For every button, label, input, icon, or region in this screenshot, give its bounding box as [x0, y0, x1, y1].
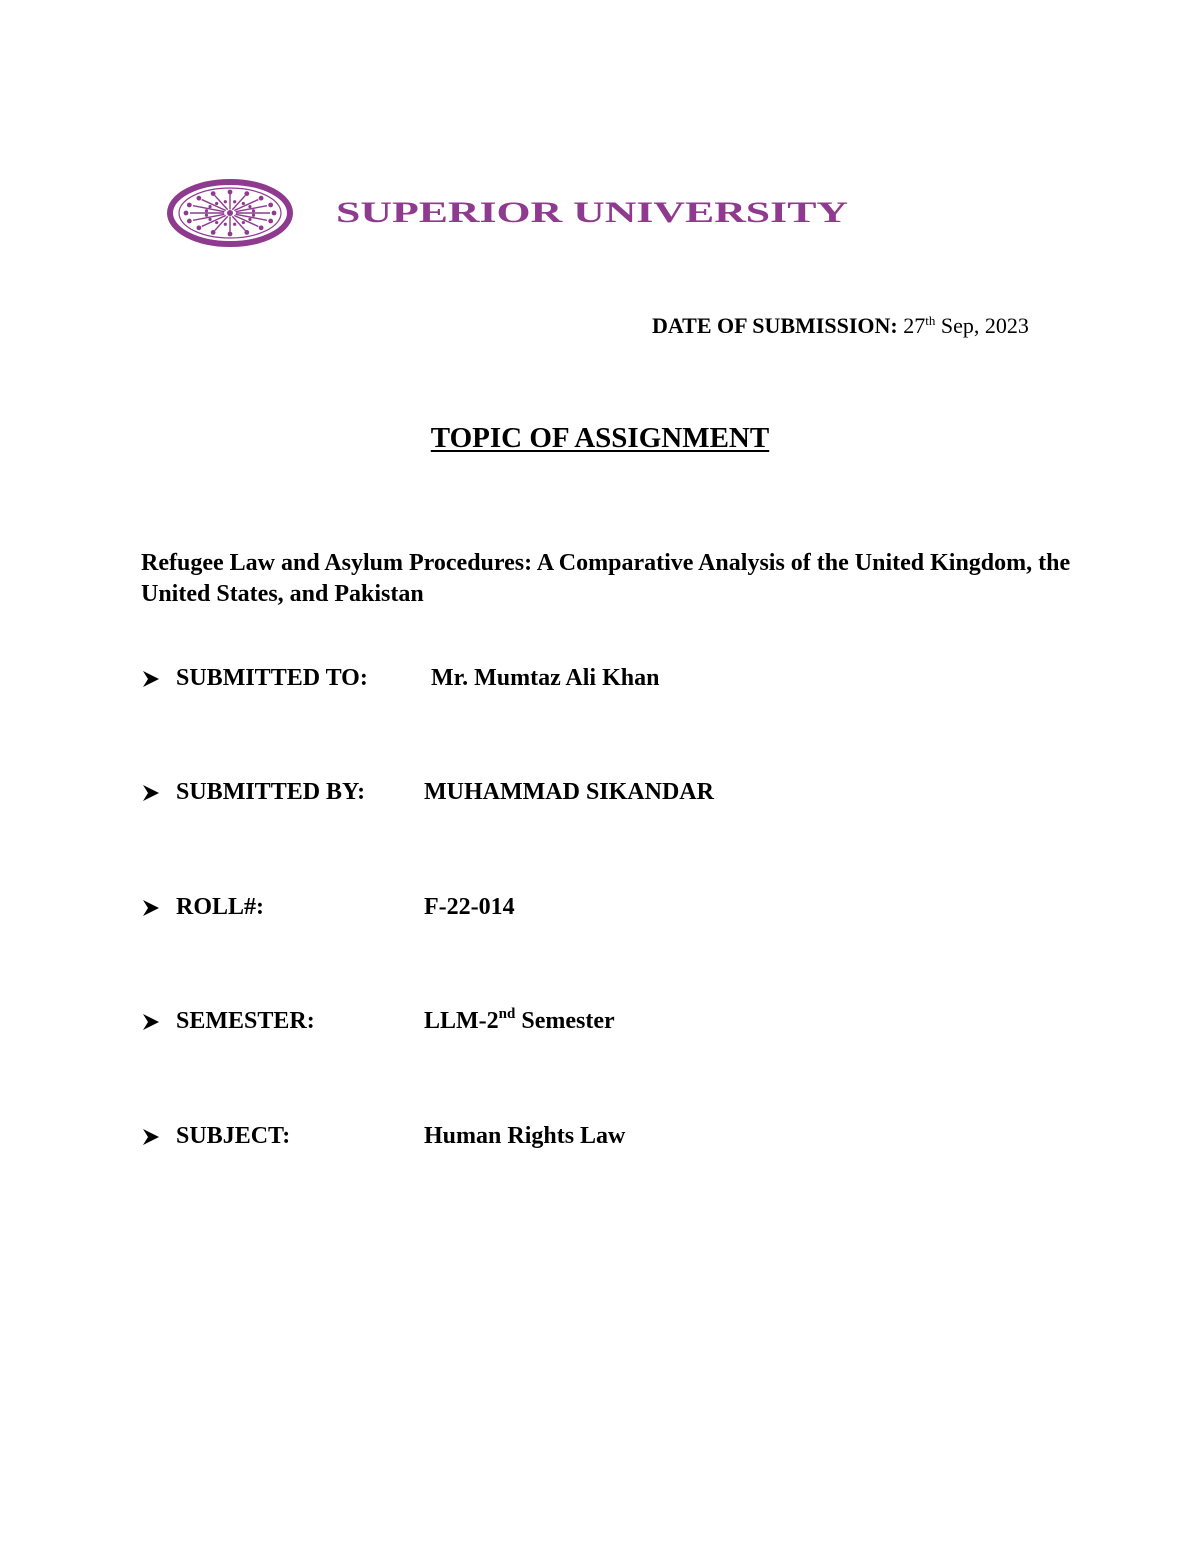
detail-label: SUBMITTED BY: — [176, 779, 366, 805]
date-label: DATE OF SUBMISSION: — [652, 313, 898, 338]
detail-row-submitted-to — [140, 660, 940, 696]
detail-value: MUHAMMAD SIKANDAR — [424, 779, 714, 805]
university-logo — [166, 178, 856, 250]
semester-suffix: Semester — [515, 1008, 615, 1034]
semester-prefix: LLM-2 — [424, 1008, 499, 1034]
arrowhead-bullet-icon — [140, 660, 162, 696]
arrowhead-bullet-icon — [140, 1003, 162, 1039]
detail-row-subject — [140, 1118, 940, 1154]
arrowhead-bullet-icon — [140, 1118, 162, 1154]
detail-label: SUBJECT: — [176, 1123, 291, 1149]
detail-value: Human Rights Law — [424, 1123, 626, 1149]
detail-row-submitted-by — [140, 774, 940, 810]
semester-ordinal: nd — [498, 1006, 516, 1022]
detail-value — [424, 1003, 615, 1039]
date-of-submission — [652, 311, 1029, 341]
university-emblem-icon — [166, 178, 856, 250]
date-day: 27 — [903, 313, 926, 338]
detail-label: SUBMITTED TO: — [176, 665, 368, 691]
university-name: SUPERIOR UNIVERSITY — [336, 196, 849, 229]
topic-title: Refugee Law and Asylum Procedures: A Comparative Analysis of the United Kingdom, the United States, and Pakistan — [141, 550, 1071, 607]
detail-row-semester — [140, 1003, 940, 1039]
arrowhead-bullet-icon — [140, 774, 162, 810]
date-rest: Sep, 2023 — [940, 313, 1029, 338]
detail-value: F-22-014 — [424, 894, 515, 920]
detail-value: Mr. Mumtaz Ali Khan — [431, 665, 660, 691]
detail-row-roll — [140, 889, 940, 925]
detail-label: ROLL#: — [176, 894, 265, 920]
date-day-suffix: th — [925, 313, 936, 328]
detail-label: SEMESTER: — [176, 1008, 315, 1034]
topic-heading: TOPIC OF ASSIGNMENT — [430, 422, 770, 454]
arrowhead-bullet-icon — [140, 889, 162, 925]
